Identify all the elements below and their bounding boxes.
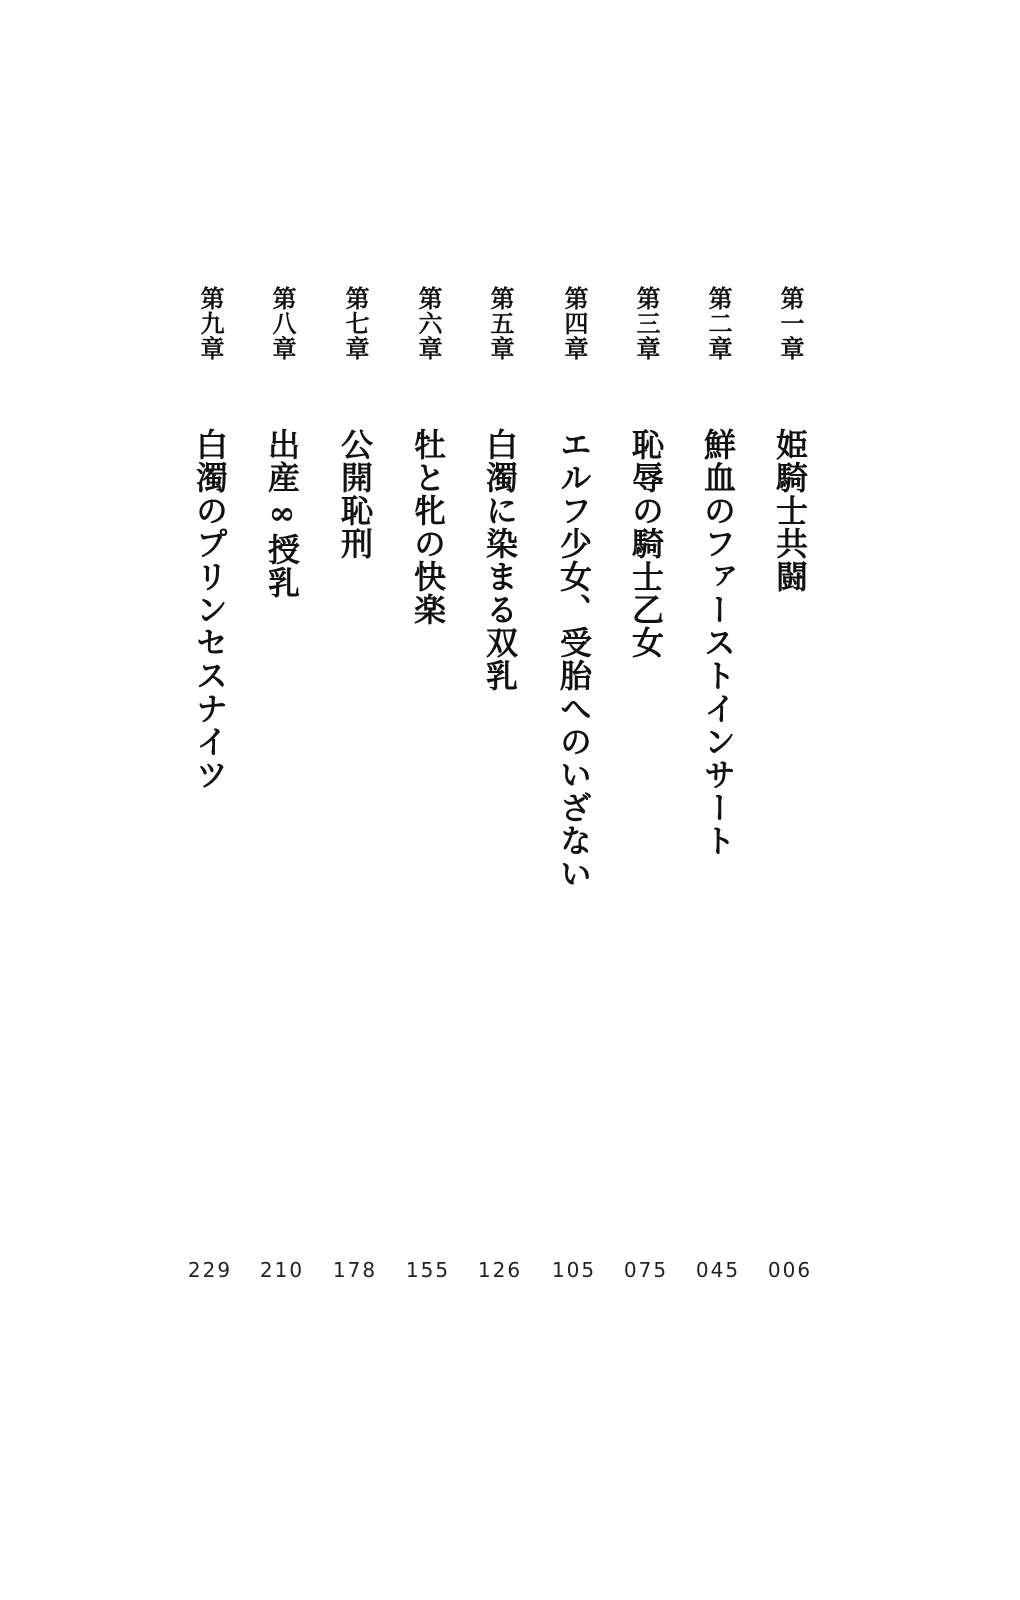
- chapter-title: 恥辱の騎士乙女: [627, 428, 665, 659]
- toc-entry-chapter-9[interactable]: [180, 0, 240, 1600]
- chapter-title: 牡と牝の快楽: [409, 428, 447, 626]
- chapter-title: 白濁のプリンセスナイツ: [191, 428, 229, 791]
- toc-entry-chapter-6[interactable]: [398, 0, 458, 1600]
- page-number: 006: [767, 1258, 813, 1282]
- chapter-number: 第九章: [196, 286, 224, 361]
- chapter-title: 出産∞授乳: [263, 428, 301, 599]
- toc-entry-chapter-8[interactable]: [252, 0, 312, 1600]
- toc-entry-chapter-2[interactable]: [688, 0, 748, 1600]
- chapter-title: 姫騎士共闘: [771, 428, 809, 593]
- page-number: 075: [623, 1258, 669, 1282]
- toc-entry-chapter-4[interactable]: [544, 0, 604, 1600]
- page-number: 178: [332, 1258, 378, 1282]
- page-number: 105: [551, 1258, 597, 1282]
- page-number: 210: [259, 1258, 305, 1282]
- page-number: 229: [187, 1258, 233, 1282]
- chapter-number: 第五章: [486, 286, 514, 361]
- chapter-number: 第七章: [341, 286, 369, 361]
- chapter-title: 鮮血のファーストインサート: [699, 428, 737, 857]
- page-number: 155: [405, 1258, 451, 1282]
- toc-entry-chapter-1[interactable]: [760, 0, 820, 1600]
- toc-entry-chapter-3[interactable]: [616, 0, 676, 1600]
- chapter-number: 第一章: [776, 286, 804, 361]
- chapter-title: 白濁に染まる双乳: [481, 428, 519, 692]
- toc-entry-chapter-7[interactable]: [325, 0, 385, 1600]
- page-number: 045: [695, 1258, 741, 1282]
- chapter-number: 第三章: [632, 286, 660, 361]
- chapter-number: 第八章: [268, 286, 296, 361]
- chapter-title: エルフ少女、受胎へのいざない: [555, 428, 593, 890]
- chapter-title: 公開恥刑: [336, 428, 374, 560]
- chapter-number: 第二章: [704, 286, 732, 361]
- page-number: 126: [477, 1258, 523, 1282]
- chapter-number: 第六章: [414, 286, 442, 361]
- toc-entry-chapter-5[interactable]: [470, 0, 530, 1600]
- chapter-number: 第四章: [560, 286, 588, 361]
